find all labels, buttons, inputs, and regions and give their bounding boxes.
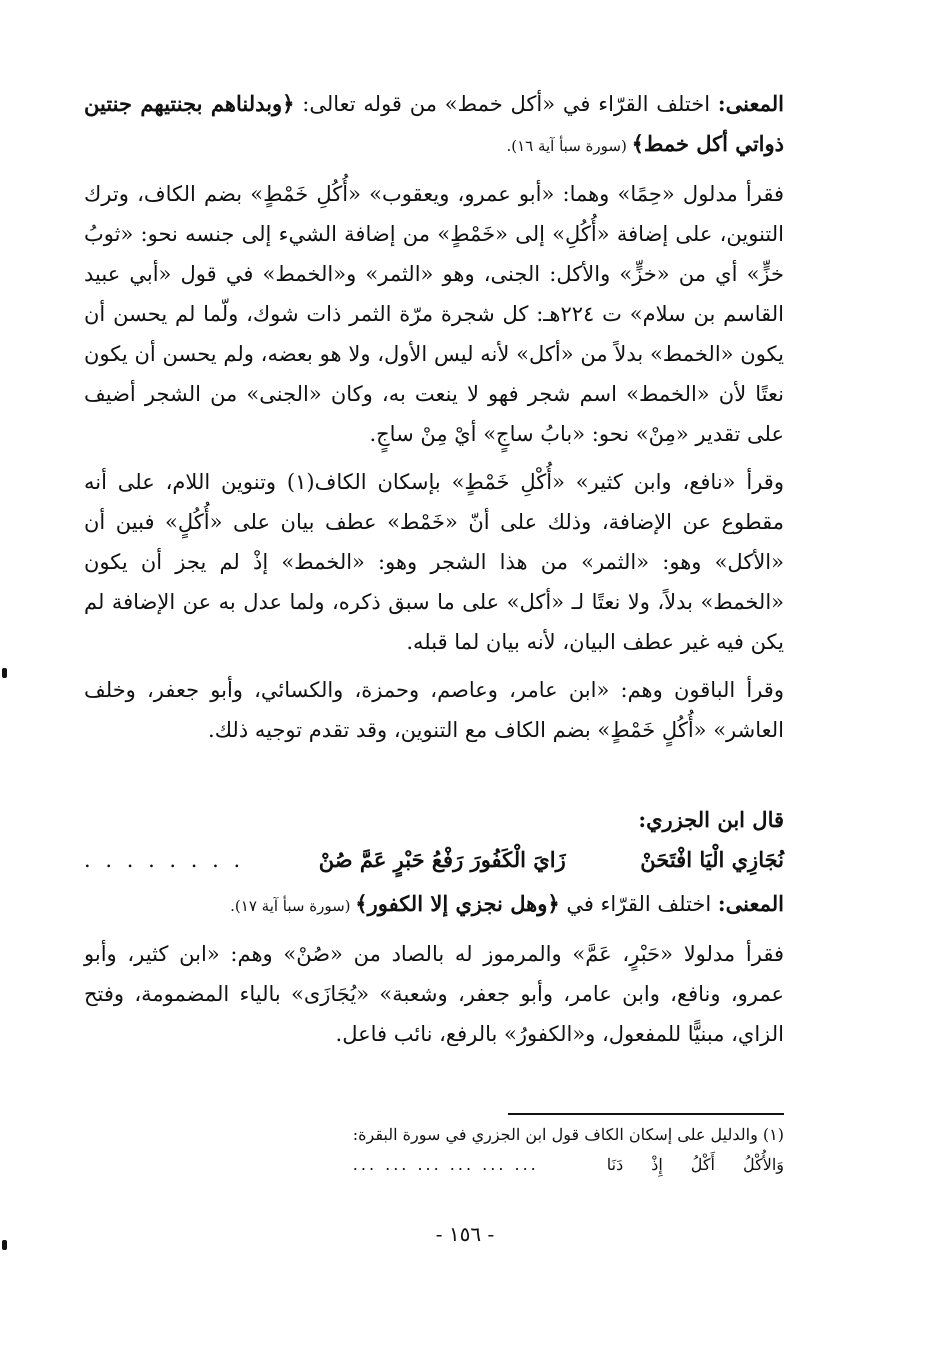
meaning-paragraph	[84, 884, 784, 926]
footnote	[120, 1120, 784, 1180]
scan-mark	[2, 1240, 7, 1250]
verse-dots: . . . . . . . .	[84, 848, 245, 872]
scan-mark	[2, 668, 7, 678]
footnote-divider	[508, 1113, 784, 1115]
footnote-word: وَالأُكْلُ	[742, 1155, 784, 1174]
paragraph-3: وقرأ «نافع، وابن كثير» «أُكْلِ خَمْطٍ» بإسكان الكاف(١) وتنوين اللام، على أنه مقطوع عن الإضافة، وذلك على أنّ «خَمْط» عطف بيان على «أُكُلٍ» فبين أن «الأكل» وهو: «الثمر» من هذا الشجر وهو: «الخمط» إذْ لم يجز أن يكون «الخمط» بدلاً، ولا نعتًا لـ «أكل» على ما سبق ذكره، ولما عدل به عن الإضافة لم يكن فيه غير عطف البيان، لأنه بيان لما قبله.	[84, 470, 784, 654]
verse-hemistich-left: زَايَ الْكَفُورَ رَفْعُ حَبْرٍ عَمَّ صُنْ	[318, 847, 566, 872]
paragraph-text: اختلف القرّاء في «أكل خمط» من قوله تعالى:	[294, 92, 718, 116]
poem-verse	[84, 840, 784, 880]
paragraph-5: فقرأ مدلولا «حَبْرٍ، عَمَّ» والمرموز له بالصاد من «صُنْ» وهم: «ابن كثير، وأبو عمرو، ونافع، وابن عامر، وأبو جعفر، وشعبة» «يُجَازَى» بالياء المضمومة، وفتح الزاي، مبنيًّا للمفعول، و«الكفورُ» بالرفع، نائب فاعل.	[84, 942, 784, 1046]
footnote-verse	[120, 1150, 784, 1180]
surah-reference: (سورة سبأ آية ١٧).	[230, 897, 356, 915]
meaning-label: المعنى:	[717, 891, 784, 916]
meaning-label: المعنى:	[717, 91, 784, 116]
page-body	[84, 84, 784, 1062]
meaning-text: اختلف القرّاء في	[559, 892, 718, 916]
footnote-word: أَكْلُ	[690, 1155, 715, 1174]
paragraph-4: وقرأ الباقون وهم: «ابن عامر، وعاصم، وحمزة، والكسائي، وأبو جعفر، وخلف العاشر» «أُكُلٍ خَمْطٍ» بضم الكاف مع التنوين، وقد تقدم توجيه ذلك.	[84, 678, 784, 742]
footnote-dots: ... ... ... ... ... ...	[352, 1155, 539, 1174]
footnote-word: دَنَا	[606, 1155, 624, 1174]
paragraph-1	[84, 84, 784, 166]
verse-hemistich-right: نُجَازِي الْيَا افْتَحَنْ	[640, 847, 784, 872]
footnote-text: (١) والدليل على إسكان الكاف قول ابن الجزري في سورة البقرة:	[352, 1125, 784, 1144]
quran-quote: ﴿وهل نجزي إلا الكفور﴾	[355, 891, 560, 916]
page-number: - ١٥٦ -	[435, 1222, 495, 1246]
footnote-word: إِذْ	[651, 1155, 663, 1174]
paragraph-2: فقرأ مدلول «حِمًا» وهما: «أبو عمرو، ويعقوب» «أُكُلِ خَمْطٍ» بضم الكاف، وترك التنوين، على إضافة «أُكُلِ» إلى «خَمْطٍ» من إضافة الشيء إلى جنسه نحو: «ثوبُ خزٍّ» أي من «خزٍّ» والأكل: الجنى، وهو «الثمر» و«الخمط» في قول «أبي عبيد القاسم بن سلام» ت ٢٢٤هـ: كل شجرة مرّة الثمر ذات شوك، ولّما لم يحسن أن يكون «الخمط» بدلاً من «أكل» لأنه ليس الأول، ولا هو بعضه، ولم يحسن أن يكون نعتًا لأن «الخمط» اسم شجر فهو لا ينعت به، وكان «الجنى» من الشجر أضيف على تقدير «مِنْ» نحو: «بابُ ساجٍ» أيْ مِنْ ساجٍ.	[84, 182, 784, 446]
quran-quote: ﴿وبدلناهم بجنتيهم جنتين ذواتي أكل خمط﴾	[84, 91, 784, 156]
section-heading: قال ابن الجزري:	[638, 807, 784, 832]
surah-reference: (سورة سبأ آية ١٦).	[506, 137, 632, 155]
